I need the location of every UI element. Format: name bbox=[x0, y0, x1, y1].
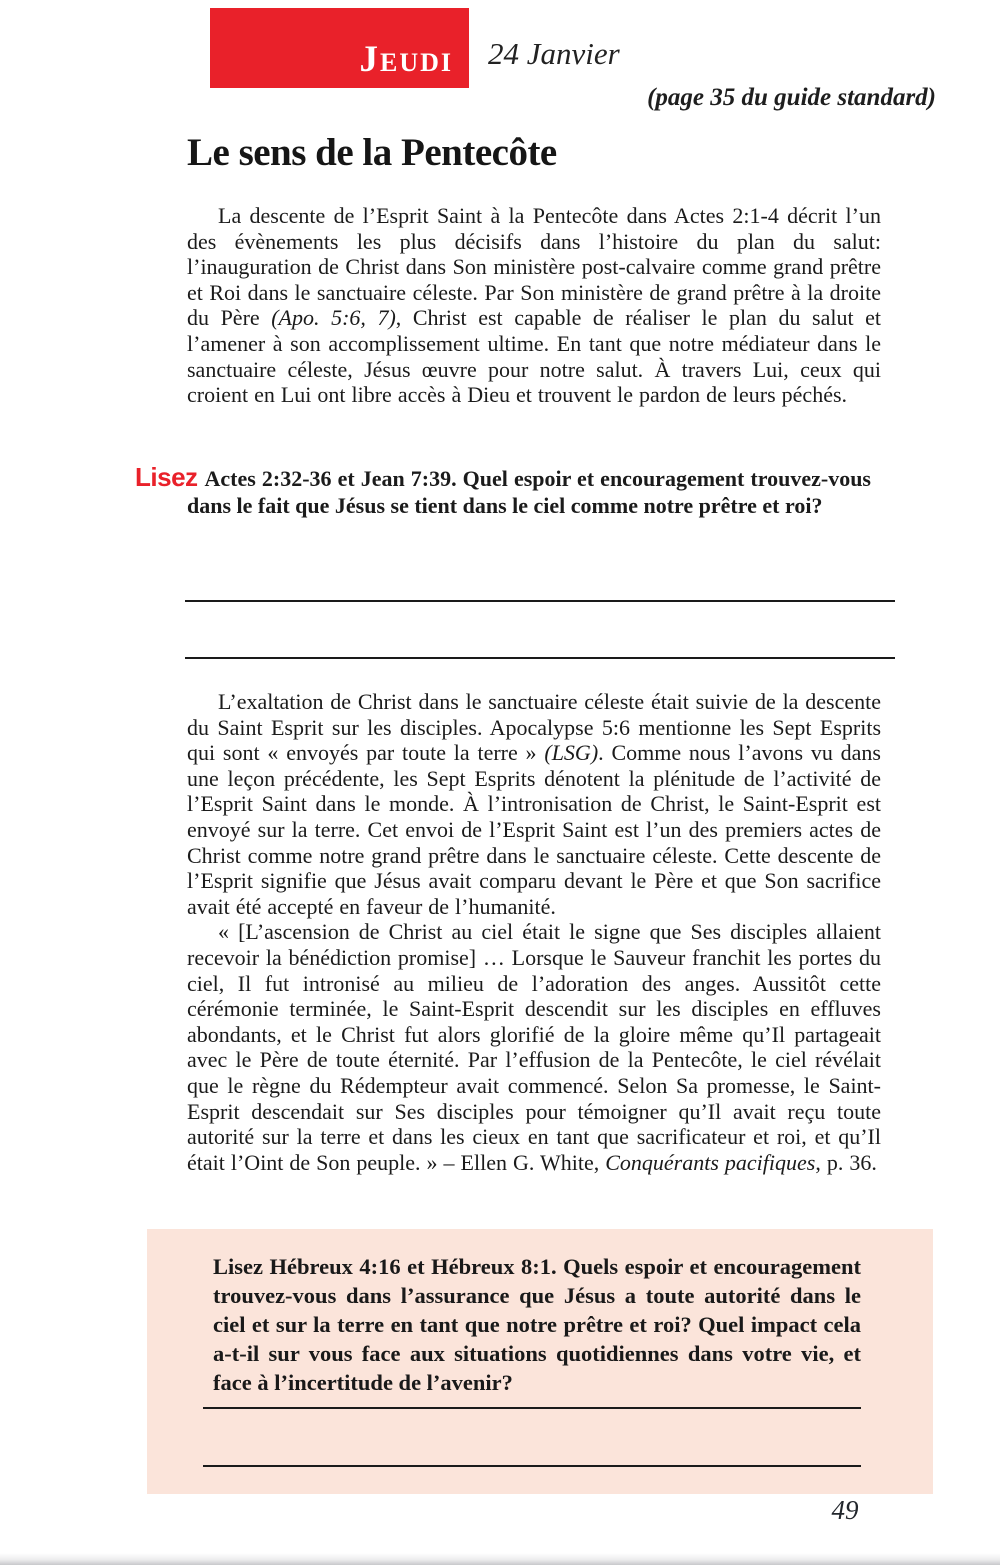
intro-paragraph bbox=[187, 203, 881, 408]
quote-text-2: , p. 36. bbox=[815, 1149, 877, 1175]
standard-guide-page-ref: (page 35 du guide standard) bbox=[647, 84, 936, 111]
intro-text-2: , Christ est capable de réaliser le plan du salut et l’amener à son accomplissement ultime. En tant que notre médiateur dans le sanctuaire céleste, Jésus œuvre pour notre salut. À travers Lui, ceux qui croient en Lui ont libre accès à Dieu et trouvent le pardon de leurs péchés. bbox=[187, 305, 882, 408]
answer-line bbox=[185, 657, 895, 659]
read-question bbox=[135, 462, 871, 519]
answer-line bbox=[203, 1407, 861, 1409]
lisez-label: Lisez bbox=[135, 462, 198, 492]
quote-text-1: « [L’ascension de Christ au ciel était le signe que Ses disciples allaient recevoir la bénédiction promise] … Lorsque le Sauveur franchit les portes du ciel, Il fut intronisé au milieu de l’adoration des anges. Aussitôt cette cérémonie terminée, le Saint-Esprit descendit sur les disciples en effluves abondants, et le Christ fut alors glorifié de la gloire même qu’Il partageait avec le Père de toute éternité. Par l’effusion de la Pentecôte, le ciel révélait que le règne du Rédempteur avait commencé. Selon Sa promesse, le Saint-Esprit descendait sur Ses disciples pour témoigner qu’Il avait reçu toute autorité sur la terre et dans les cieux en tant que sacrificateur et roi, et qu’Il était l’Oint de Son peuple. » – Ellen G. White, bbox=[187, 919, 881, 1175]
commentary-text-2: . Comme nous l’avons vu dans une leçon précédente, les Sept Esprits dénotent la plénitude de l’activité de l’Esprit Saint dans le monde. À l’intronisation de Christ, le Saint-Esprit est envoyé sur la terre. Cet envoi de l’Esprit Saint est l’un des premiers actes de Christ comme notre grand prêtre dans le sanctuaire céleste. Cette descente de l’Esprit signifie que Jésus avait comparu devant le Père et que Son sacrifice avait été accepté en faveur de l’humanité. bbox=[187, 740, 881, 919]
intro-scripture-ref-italic: (Apo. 5:6, 7) bbox=[271, 305, 396, 331]
read-question-text: Actes 2:32-36 et Jean 7:39. Quel espoir et encouragement trouvez-vous dans le fait que Jésus se tient dans le ciel comme notre prêtre et roi? bbox=[187, 466, 871, 518]
discussion-question-box bbox=[147, 1229, 933, 1494]
commentary-text-1: L’exaltation de Christ dans le sanctuaire céleste était suivie de la descente du Saint Esprit sur les disciples. Apocalypse 5:6 mentionne les Sept Esprits qui sont « envoyés par toute la terre » bbox=[187, 689, 881, 766]
page-bottom-edge bbox=[0, 1553, 1000, 1565]
lesson-date: 24 Janvier bbox=[488, 36, 620, 71]
quote-book-title-italic: Conquérants pacifiques bbox=[605, 1149, 816, 1175]
answer-line bbox=[203, 1465, 861, 1467]
commentary-block bbox=[187, 689, 881, 1175]
page-number: 49 bbox=[831, 1495, 859, 1525]
day-banner bbox=[210, 8, 469, 88]
lesson-title: Le sens de la Pentecôte bbox=[187, 131, 557, 174]
quote-paragraph bbox=[187, 919, 881, 1175]
discussion-question-text: Lisez Hébreux 4:16 et Hébreux 8:1. Quels espoir et encouragement trouvez-vous dans l’assurance que Jésus a toute autorité dans le ciel et sur la terre en tant que notre prêtre et roi? Quel impact cela a-t-il sur vous face aux situations quotidiennes dans votre vie, et face à l’incertitude de l’avenir? bbox=[213, 1254, 861, 1395]
commentary-paragraph bbox=[187, 689, 881, 919]
intro-block bbox=[187, 203, 881, 408]
day-label: Jeudi bbox=[359, 39, 453, 80]
intro-text-1: La descente de l’Esprit Saint à la Pentecôte dans Actes 2:1-4 décrit l’un des évènements les plus décisifs dans l’histoire du plan du salut: l’inauguration de Christ dans Son ministère post-calvaire comme grand prêtre et Roi dans le sanctuaire céleste. Par Son ministère de grand prêtre à la droite du Père bbox=[187, 203, 881, 331]
commentary-version-italic: (LSG) bbox=[544, 740, 599, 766]
answer-line bbox=[185, 600, 895, 602]
